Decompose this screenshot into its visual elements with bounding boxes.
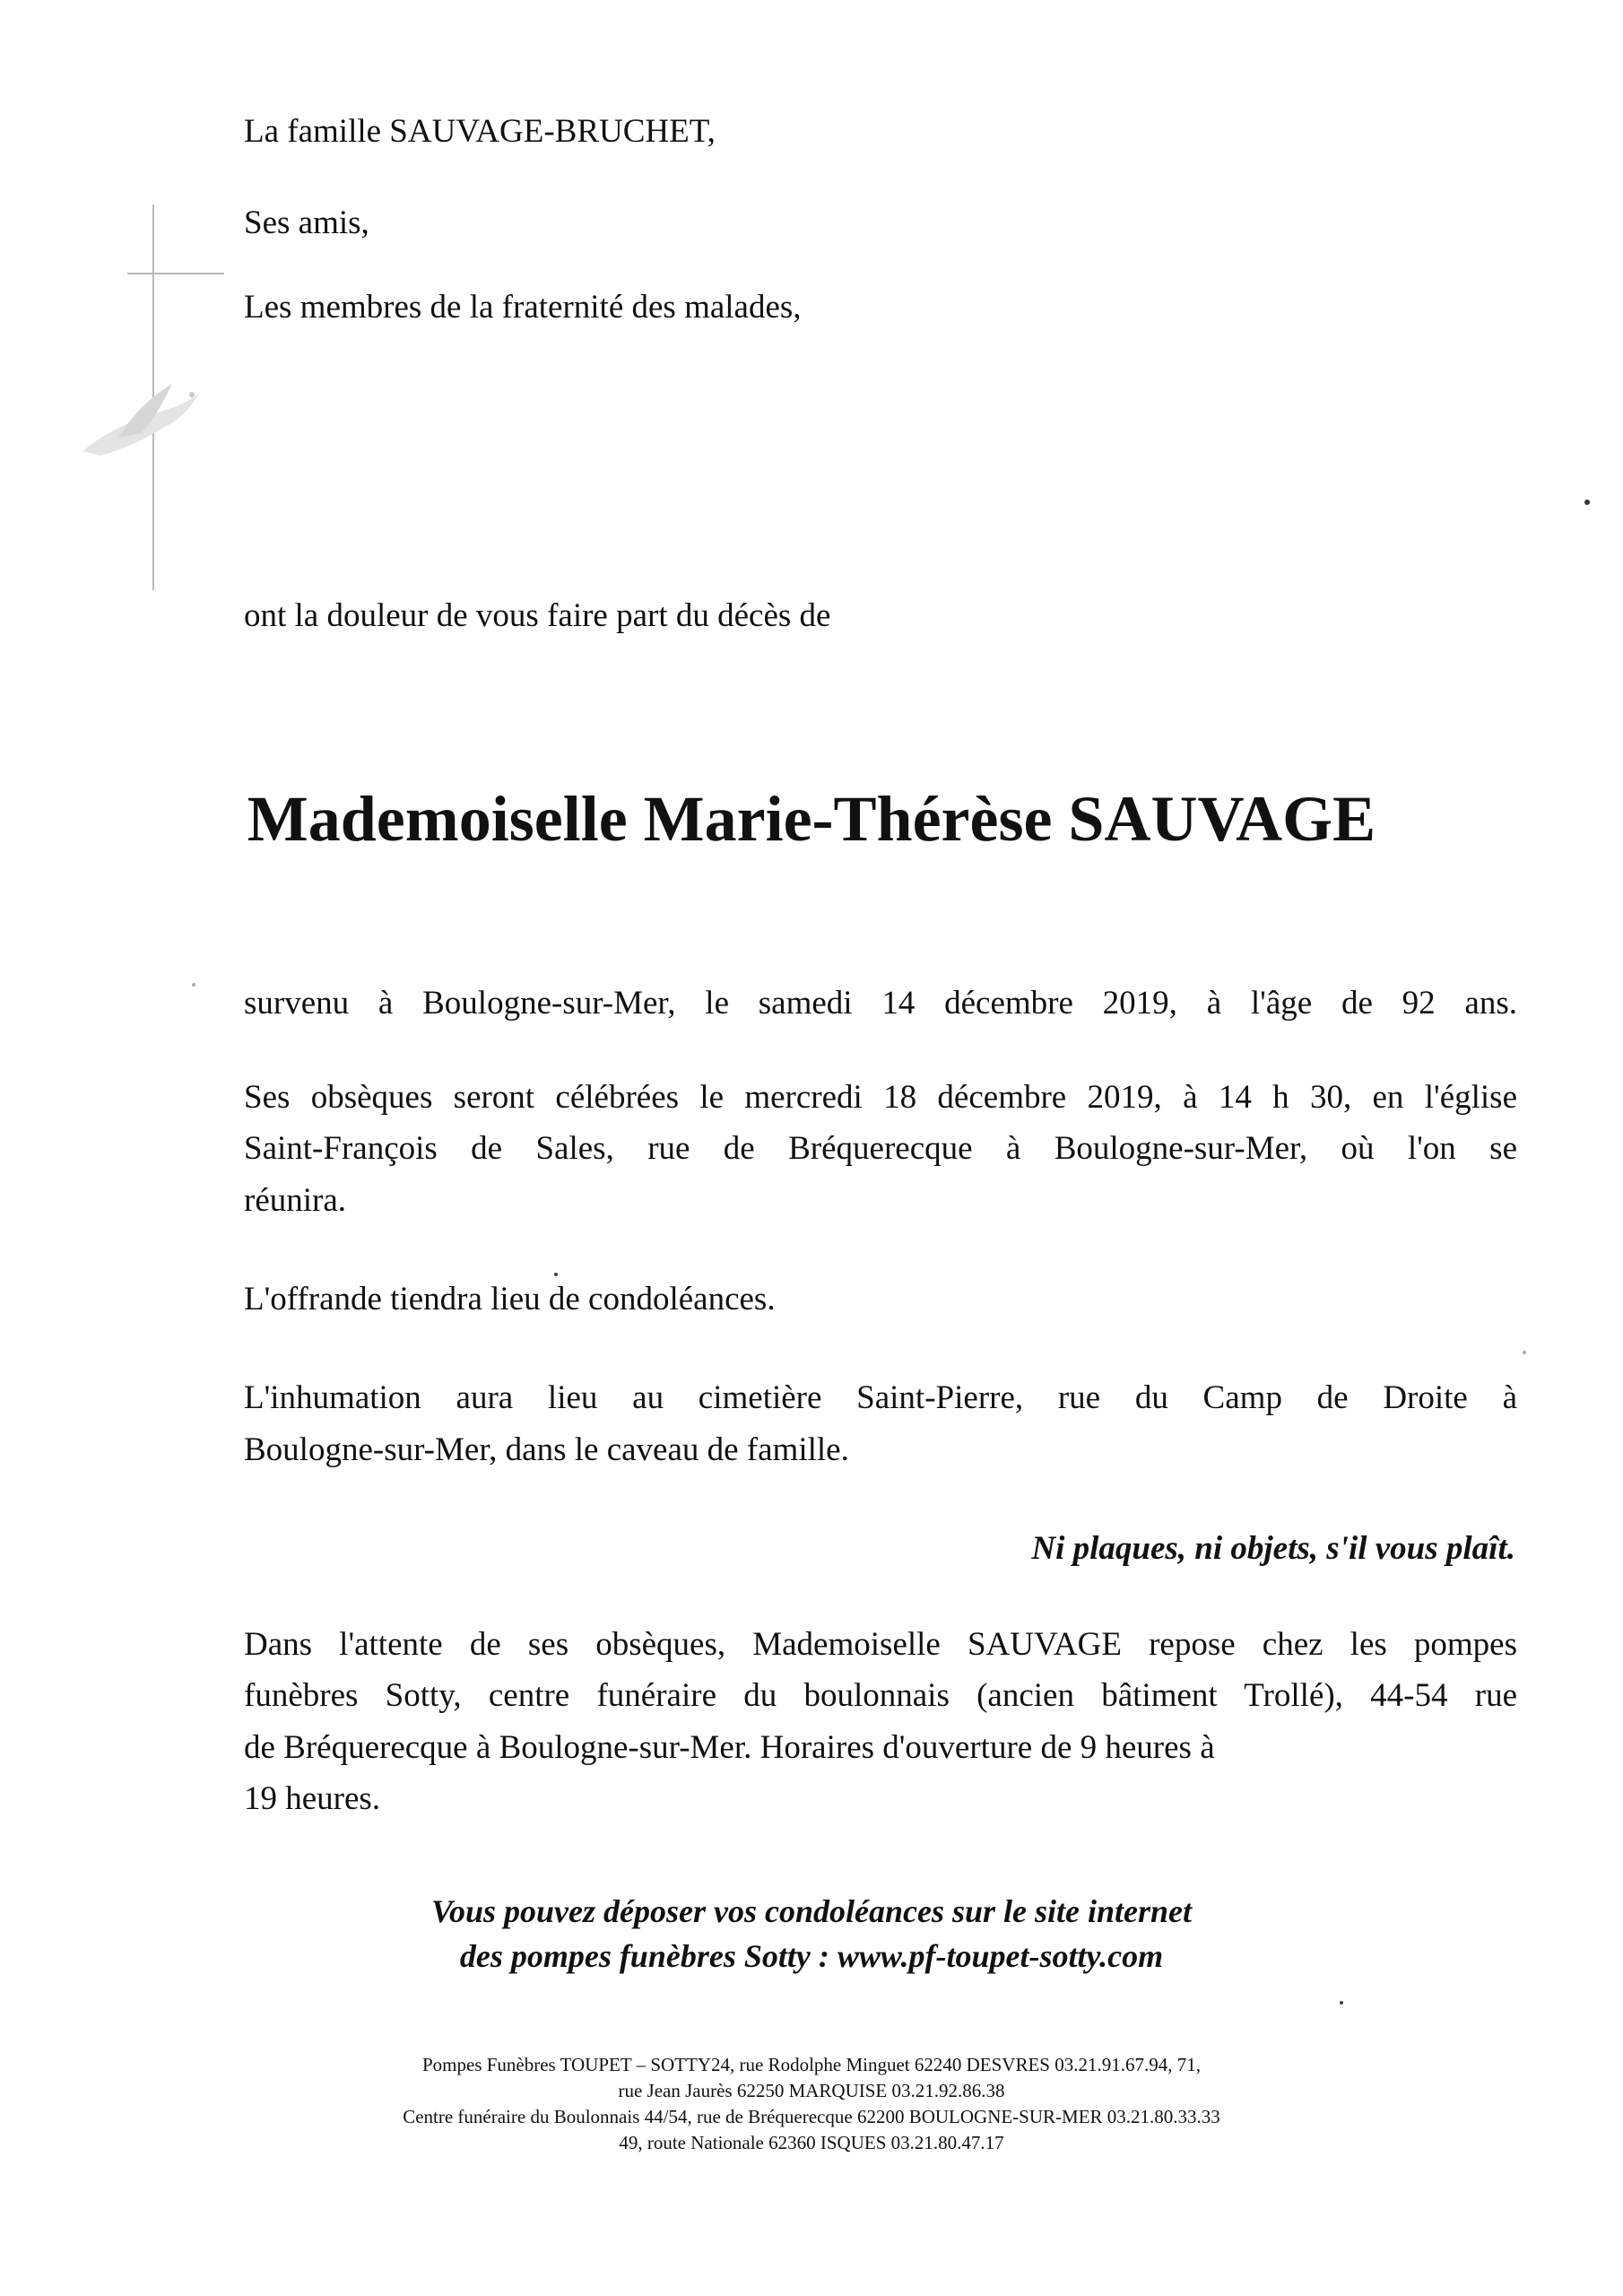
funeral-line-2: Saint-François de Sales, rue de Bréquerecque à Boulogne-sur-Mer, où l'on se (244, 1130, 1517, 1167)
burial-line-1: L'inhumation aura lieu au cimetière Saint-Pierre, rue du Camp de Droite à (244, 1379, 1517, 1416)
rest-line-2: funèbres Sotty, centre funéraire du boulonnais (ancien bâtiment Trollé), 44-54 rue (244, 1677, 1517, 1714)
rest-line-3: de Bréquerecque à Boulogne-sur-Mer. Horaires d'ouverture de 9 heures à (244, 1729, 1215, 1766)
condolences-line-2: des pompes funèbres Sotty : www.pf-toupet-sotty.com (459, 1938, 1164, 1974)
rest-line-4: 19 heures. (244, 1780, 381, 1817)
dove-icon (65, 366, 208, 474)
footer-line-1: Pompes Funèbres TOUPET – SOTTY24, rue Rodolphe Minguet 62240 DESVRES 03.21.91.67.94, 71, (421, 2054, 1201, 2075)
funeral-line-3: réunira. (244, 1182, 347, 1219)
offering-line: L'offrande tiendra lieu de condoléances. (244, 1281, 776, 1318)
burial-line-2: Boulogne-sur-Mer, dans le caveau de famille. (244, 1431, 849, 1468)
rest-line-1: Dans l'attente de ses obsèques, Mademoiselle SAUVAGE repose chez les pompes (244, 1626, 1517, 1663)
death-line: survenu à Boulogne-sur-Mer, le samedi 14 décembre 2019, à l'âge de 92 ans. (244, 985, 1517, 1022)
no-plaques-note: Ni plaques, ni objets, s'il vous plaît. (1031, 1530, 1515, 1567)
intro-friends: Ses amis, (244, 204, 369, 241)
deceased-name: Mademoiselle Marie-Thérèse SAUVAGE (247, 783, 1376, 855)
intro-family: La famille SAUVAGE-BRUCHET, (244, 113, 716, 150)
intro-fraternity: Les membres de la fraternité des malades, (244, 289, 802, 326)
cross-horizontal-bar (127, 273, 224, 274)
condolences-line-1: Vous pouvez déposer vos condoléances sur le site internet (430, 1893, 1192, 1929)
funeral-line-1: Ses obsèques seront célébrées le mercredi 18 décembre 2019, à 14 h 30, en l'église (244, 1079, 1517, 1116)
intro-announcement: ont la douleur de vous faire part du décès de (244, 597, 831, 634)
footer-line-3: Centre funéraire du Boulonnais 44/54, rue de Bréquerecque 62200 BOULOGNE-SUR-MER 03.21.80.33.33 (403, 2106, 1220, 2127)
footer-line-2: rue Jean Jaurès 62250 MARQUISE 03.21.92.86.38 (618, 2080, 1005, 2101)
footer-line-4: 49, route Nationale 62360 ISQUES 03.21.80.47.17 (619, 2132, 1004, 2153)
